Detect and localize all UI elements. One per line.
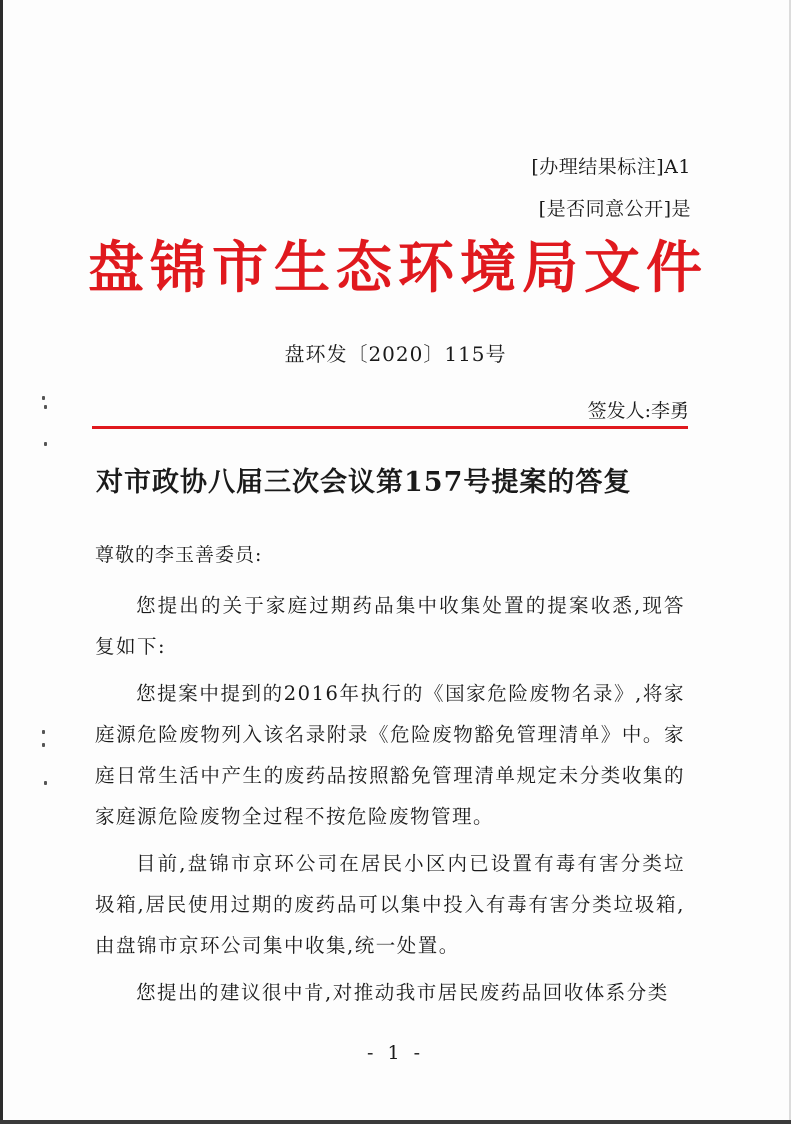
- scan-edge-left: [0, 0, 3, 1124]
- scan-edge-bottom: [0, 1120, 791, 1124]
- scan-speck: [44, 781, 47, 785]
- salutation: 尊敬的李玉善委员:: [95, 544, 263, 566]
- body-paragraph: 您提出的关于家庭过期药品集中收集处置的提案收悉,现答复如下:: [95, 594, 685, 658]
- scan-speck: [44, 442, 47, 446]
- document-body: [95, 585, 685, 1019]
- page-number: - 1 -: [366, 1042, 424, 1064]
- red-divider-line: [92, 426, 688, 429]
- scan-speck: [42, 396, 45, 400]
- agency-document-header: 盘锦市生态环境局文件: [88, 236, 708, 301]
- scan-speck: [42, 743, 45, 747]
- body-paragraph: 您提案中提到的2016年执行的《国家危险废物名录》,将家庭源危险废物列入该名录附录《危险废物豁免管理清单》中。家庭日常生活中产生的废药品按照豁免管理清单规定未分类收集的家庭源危险废物全过程不按危险废物管理。: [95, 682, 685, 828]
- disclosure-tag: [是否同意公开]是: [538, 198, 691, 220]
- result-tag: [办理结果标注]A1: [531, 156, 691, 178]
- body-paragraph: 您提出的建议很中肯,对推动我市居民废药品回收体系分类: [136, 981, 669, 1004]
- scan-speck: [44, 405, 47, 409]
- body-paragraph: 目前,盘锦市京环公司在居民小区内已设置有毒有害分类垃圾箱,居民使用过期的废药品可以集中投入有毒有害分类垃圾箱,由盘锦市京环公司集中收集,统一处置。: [95, 852, 685, 957]
- scan-speck: [42, 730, 45, 734]
- document-title: 对市政协八届三次会议第157号提案的答复: [96, 467, 632, 498]
- signer-line: 签发人:李勇: [587, 400, 689, 422]
- document-number: 盘环发〔2020〕115号: [284, 342, 507, 366]
